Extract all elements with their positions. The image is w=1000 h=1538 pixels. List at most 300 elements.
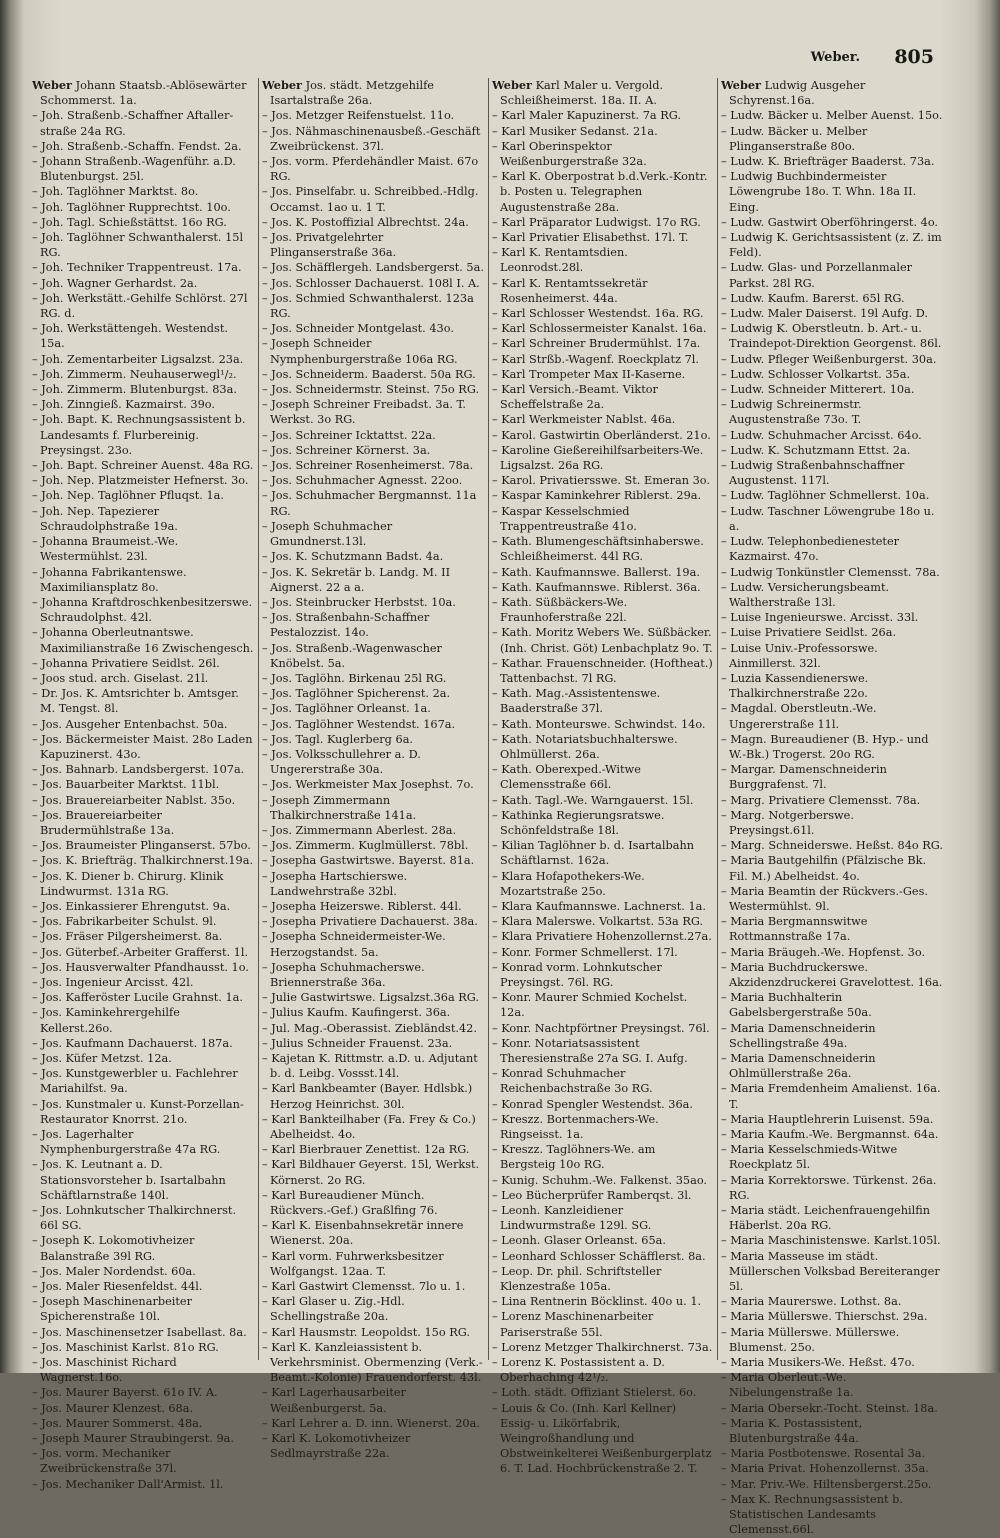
entry-text: – Konr. Maurer Schmied Kochelst. 12a. [492, 991, 688, 1020]
directory-entry [721, 701, 943, 731]
entry-text: – Jos. Maurer Klenzest. 68a. [32, 1401, 194, 1415]
entry-text: – Ludwig Buchbindermeister Löwengrube 18o. T. Whn. 18a II. Eing. [721, 170, 917, 214]
directory-entry [492, 717, 714, 732]
entry-text: – Luise Ingenieurswe. Arcisst. 33l. [721, 611, 919, 625]
entry-text: – Maria Bautgehilfin (Pfälzische Bk. Fil. M.) Abelheidst. 4o. [721, 854, 927, 883]
entry-text: – Karl K. Rentamtsdien. Leonrodst.28l. [492, 246, 628, 275]
entry-text: – Jos. Taglöhner Orleanst. 1a. [262, 702, 431, 716]
directory-entry [721, 534, 943, 564]
entry-text: – Jos. Lohnkutscher Thalkirchnerst. 66l SG. [32, 1204, 237, 1233]
entry-text: – Jos. Schneidermstr. Steinst. 75o RG. [262, 383, 480, 397]
directory-entry [32, 78, 254, 108]
entry-text: – Leonh. Kanzleidiener Lindwurmstraße 129l. SG. [492, 1204, 652, 1233]
surname-head: Weber [492, 78, 532, 92]
directory-entry [492, 914, 714, 929]
entry-column-4 [721, 78, 944, 1537]
entry-text: – Jos. Taglöhner Westendst. 167a. [262, 717, 456, 731]
entry-text: – Jos. Mechaniker Dall'Armist. 1l. [32, 1477, 224, 1491]
directory-entry [32, 1340, 254, 1355]
directory-entry [721, 990, 943, 1020]
entry-text: – Jos. Schreiner Icktattst. 22a. [262, 428, 436, 442]
directory-entry [32, 869, 254, 899]
entry-text: – Jos. Braumeister Plinganserst. 57bo. [32, 839, 251, 853]
directory-entry [721, 291, 943, 306]
directory-entry [32, 1157, 254, 1203]
directory-entry [492, 1355, 714, 1385]
entry-text: – Jos. Schmied Schwanthalerst. 123a RG. [262, 291, 474, 321]
directory-entry [492, 1173, 714, 1188]
entry-text: – Jos. Bäckermeister Maist. 28o Laden Kapuzinerst. 43o. [32, 732, 253, 761]
directory-entry [32, 1203, 254, 1233]
entry-text: – Jos. Steinbrucker Herbstst. 10a. [262, 595, 456, 609]
entry-column-1 [32, 78, 254, 1491]
directory-entry [721, 321, 943, 351]
entry-text: – Maria Oberleut.-We. Nibelungenstraße 1a. [721, 1371, 854, 1400]
directory-entry [721, 443, 943, 458]
directory-entry [721, 625, 943, 640]
entry-text: – Karl K. Rentamtssekretär Rosenheimerst. 44a. [492, 276, 648, 305]
entry-text: – Jos. Maschinist Karlst. 81o RG. [32, 1340, 219, 1354]
directory-entry [32, 625, 254, 655]
entry-text: – Karl Bankteilhaber (Fa. Frey & Co.) Abelheidst. 4o. [262, 1112, 476, 1142]
entry-text: – Josepha Hartschierswe. Landwehrstraße 32bl. [262, 869, 408, 898]
entry-text: – Karl Schlossermeister Kanalst. 16a. [492, 322, 707, 336]
directory-entry [492, 382, 714, 412]
directory-entry [32, 1233, 254, 1263]
entry-text: – Joseph Schreiner Freibadst. 3a. T. Werkst. 3o RG. [262, 398, 466, 427]
directory-entry [492, 1142, 714, 1172]
entry-text: – Jos. Maler Riesenfeldst. 44l. [32, 1280, 203, 1294]
entry-text: – Maria Beamtin der Rückvers.-Ges. Westermühlst. 9l. [721, 884, 928, 913]
entry-text: – Kaspar Kesselschmied Trappentreustraße 41o. [492, 504, 637, 533]
directory-entry [492, 1233, 714, 1248]
directory-entry [492, 580, 714, 595]
entry-text: – Joh. Zimmerm. Neuhauserwegl¹/₂. [32, 367, 237, 381]
directory-entry [262, 1218, 484, 1248]
entry-text: – Karl Gastwirt Clemensst. 7lo u. 1. [262, 1280, 466, 1294]
surname-head: Weber [262, 78, 302, 92]
entry-text: – Loth. städt. Offiziant Stielerst. 6o. [492, 1386, 697, 1400]
entry-text: – Jos. K. Leutnant a. D. Stationsvorsteher b. Isartalbahn Schäftlarnstraße 140l. [32, 1158, 226, 1202]
directory-entry [32, 291, 254, 321]
entry-text: – Magn. Bureaudiener (B. Hyp.- und W.-Bk.) Trogerst. 20o RG. [721, 732, 929, 761]
entry-text: – Lorenz Maschinenarbeiter Pariserstraße 55l. [492, 1310, 654, 1339]
directory-entry [32, 382, 254, 397]
directory-entry [492, 762, 714, 792]
directory-entry [262, 1416, 484, 1431]
directory-entry [721, 853, 943, 883]
entry-text: – Jos. Schreiner Rosenheimerst. 78a. [262, 459, 474, 473]
entry-text: – Jos. Volksschullehrer a. D. Ungererstraße 30a. [262, 747, 421, 777]
entry-text: – Jos. Taglöhner Spicherenst. 2a. [262, 687, 451, 701]
entry-text: – Jos. Ingenieur Arcisst. 42l. [32, 975, 194, 989]
directory-entry [492, 1066, 714, 1096]
entry-text: – Karl Präparator Ludwigst. 17o RG. [492, 215, 701, 229]
entry-text: – Karl Trompeter Max II-Kaserne. [492, 367, 686, 381]
directory-entry [721, 914, 943, 944]
directory-entry [262, 595, 484, 610]
entry-text: – Maria Damenschneiderin Schellingstraße 49a. [721, 1021, 876, 1050]
entry-text: – Luise Privatiere Seidlst. 26a. [721, 626, 897, 640]
directory-entry [492, 625, 714, 655]
entry-text: – Joh. Werkstättengeh. Westendst. 15a. [32, 322, 228, 351]
directory-entry [721, 367, 943, 382]
directory-entry [492, 1385, 714, 1400]
directory-entry [721, 215, 943, 230]
column-rule [717, 78, 718, 1360]
directory-entry [721, 306, 943, 321]
entry-text: – Maria Bergmannswitwe Rottmannstraße 17a. [721, 915, 868, 944]
entry-text: – Jos. K. Diener b. Chirurg. Klinik Lindwurmst. 131a RG. [32, 869, 224, 898]
entry-text: Ludwig Ausgeher Schyrenst.16a. [729, 79, 866, 108]
facing-page-bleed [2, 60, 26, 1160]
entry-text: – Jos. Hausverwalter Pfandhausst. 1o. [32, 960, 249, 974]
entry-text: – Jos. Bahnarb. Landsbergerst. 107a. [32, 763, 245, 777]
entry-text: – Julius Kaufm. Kaufingerst. 36a. [262, 1006, 451, 1020]
directory-entry [32, 671, 254, 686]
directory-entry [262, 1051, 484, 1081]
directory-entry [262, 777, 484, 792]
directory-entry [721, 808, 943, 838]
directory-entry [721, 1446, 943, 1461]
entry-text: – Julie Gastwirtswe. Ligsalzst.36a RG. [262, 991, 479, 1005]
directory-entry [262, 1188, 484, 1218]
entry-text: – Karl Strßb.-Wagenf. Roeckplatz 7l. [492, 352, 700, 366]
directory-entry [262, 382, 484, 397]
directory-entry [262, 1340, 484, 1386]
directory-entry [32, 367, 254, 382]
directory-entry [492, 565, 714, 580]
directory-entry [721, 1127, 943, 1142]
entry-text: – Maria Postbotenswe. Rosental 3a. [721, 1447, 926, 1461]
directory-entry [32, 1431, 254, 1446]
entry-text: – Leop. Dr. phil. Schriftsteller Klenzestraße 105a. [492, 1264, 662, 1294]
entry-text: – Jos. Schreiner Körnerst. 3a. [262, 443, 431, 457]
entry-text: – Joh. Bapt. K. Rechnungsassistent b. Landesamts f. Flurbereinig. Preysingst. 23o. [32, 413, 246, 457]
entry-text: – Jos. Güterbef.-Arbeiter Grafferst. 1l. [32, 945, 249, 959]
directory-entry [262, 124, 484, 154]
entry-text: – Jos. vorm. Pferdehändler Maist. 67o RG. [262, 155, 479, 184]
entry-text: – Joh. Techniker Trappentreust. 17a. [32, 261, 242, 275]
entry-text: – Leonhard Schlosser Schäfflerst. 8a. [492, 1249, 706, 1263]
entry-text: – Kajetan K. Rittmstr. a.D. u. Adjutant b. d. Leibg. Vossst.14l. [262, 1052, 478, 1081]
directory-entry [262, 565, 484, 595]
entry-text: – Joh. Wagner Gerhardst. 2a. [32, 276, 198, 290]
entry-text: – Joh. Straßenb.-Schaffner Aftaller-straße 24a RG. [32, 109, 234, 138]
entry-text: – Johanna Privatiere Seidlst. 26l. [32, 656, 220, 670]
entry-text: – Ludw. Bäcker u. Melber Auenst. 15o. [721, 109, 943, 123]
entry-text: – Maria Privat. Hohenzollernst. 35a. [721, 1462, 929, 1476]
entry-text: – Jos. Taglöhn. Birkenau 25l RG. [262, 671, 447, 685]
directory-entry [262, 458, 484, 473]
directory-entry [492, 1203, 714, 1233]
entry-text: – Kathar. Frauenschneider. (Hoftheat.) Tattenbachst. 7l RG. [492, 656, 713, 685]
page-header [0, 46, 970, 72]
entry-text: – Jos. Fabrikarbeiter Schulst. 9l. [32, 915, 217, 929]
entry-text: – Kath. Notariatsbuchhalterswe. Ohlmüllerst. 26a. [492, 732, 678, 761]
directory-entry [262, 1157, 484, 1187]
entry-text: – Jos. Maler Nordendst. 60a. [32, 1264, 196, 1278]
entry-text: – Ludw. Kaufm. Barerst. 65l RG. [721, 291, 905, 305]
directory-entry [721, 1416, 943, 1446]
directory-entry [262, 701, 484, 716]
entry-text: – Konr. Former Schmellerst. 17l. [492, 945, 678, 959]
directory-entry [492, 656, 714, 686]
directory-entry [262, 276, 484, 291]
entry-text: – Klara Hofapothekers-We. Mozartstraße 25o. [492, 869, 645, 898]
directory-entry [721, 1461, 943, 1476]
directory-entry [262, 1036, 484, 1051]
directory-entry [721, 1112, 943, 1127]
directory-entry [262, 154, 484, 184]
directory-entry [492, 473, 714, 488]
entry-text: – Kaspar Kaminkehrer Riblerst. 29a. [492, 489, 702, 503]
directory-entry [492, 686, 714, 716]
entry-text: – Karl Oberinspektor Weißenburgerstraße 32a. [492, 139, 647, 169]
directory-entry [721, 641, 943, 671]
directory-entry [492, 124, 714, 139]
directory-entry [32, 853, 254, 868]
entry-text: – Joh. Taglöhner Rupprechtst. 10o. [32, 200, 231, 214]
entry-text: – Ludw. Telephonbedienesteter Kazmairst. 47o. [721, 535, 900, 564]
entry-text: – Margar. Damenschneiderin Burggrafenst. 7l. [721, 763, 887, 792]
entry-text: – Karl Lehrer a. D. inn. Wienerst. 20a. [262, 1416, 480, 1430]
entry-text: – Jos. Schneider Montgelast. 43o. [262, 322, 454, 336]
directory-entry [32, 260, 254, 275]
directory-entry [492, 443, 714, 473]
entry-text: – Ludwig Tonkünstler Clemensst. 78a. [721, 565, 940, 579]
directory-entry [721, 108, 943, 123]
directory-entry [492, 230, 714, 245]
entry-text: – Jos. Schäfflergeh. Landsbergerst. 5a. [262, 261, 484, 275]
entry-text: Karl Maler u. Vergold. Schleißheimerst. 18a. II. A. [500, 79, 664, 108]
directory-entry [721, 838, 943, 853]
column-rule [488, 78, 489, 1360]
directory-entry [32, 504, 254, 534]
directory-entry [492, 1021, 714, 1036]
directory-entry [262, 397, 484, 427]
directory-entry [32, 397, 254, 412]
entry-text: – Ludw. Schlosser Volkartst. 35a. [721, 367, 911, 381]
entry-text: – Maria Musikers-We. Heßst. 47o. [721, 1356, 915, 1370]
directory-entry [262, 747, 484, 777]
entry-text: – Kath. Süßbäckers-We. Fraunhoferstraße 22l. [492, 595, 628, 625]
entry-text: – Jos. Bauarbeiter Marktst. 11bl. [32, 778, 220, 792]
directory-entry [262, 230, 484, 260]
entry-text: – Johanna Oberleutnantswe. Maximilianstraße 16 Zwischengesch. [32, 626, 254, 655]
directory-entry [492, 793, 714, 808]
directory-entry [32, 154, 254, 184]
directory-entry [262, 1005, 484, 1020]
entry-text: – Maria Obersekr.-Tocht. Steinst. 18a. [721, 1401, 938, 1415]
entry-text: – Karl Bildhauer Geyerst. 15l, Werkst. Körnerst. 2o RG. [262, 1158, 480, 1187]
entry-text: – Karl Lagerhausarbeiter Weißenburgerst. 5a. [262, 1386, 406, 1415]
directory-entry [32, 929, 254, 944]
directory-entry [262, 519, 484, 549]
entry-text: – Ludw. Taglöhner Schmellerst. 10a. [721, 489, 930, 503]
directory-entry [262, 1279, 484, 1294]
directory-entry [492, 108, 714, 123]
directory-entry [492, 367, 714, 382]
directory-entry [32, 1477, 254, 1492]
entry-text: – Joh. Nep. Platzmeister Hefnerst. 3o. [32, 474, 249, 488]
directory-entry [32, 914, 254, 929]
directory-entry [262, 838, 484, 853]
entry-text: – Julius Schneider Frauenst. 23a. [262, 1036, 453, 1050]
directory-entry [32, 762, 254, 777]
directory-entry [262, 1081, 484, 1111]
directory-entry [32, 1325, 254, 1340]
directory-entry [262, 1385, 484, 1415]
directory-entry [721, 1370, 943, 1400]
directory-entry [32, 1264, 254, 1279]
entry-text: – Leonh. Glaser Orleanst. 65a. [492, 1234, 666, 1248]
entry-text: Johann Staatsb.-Ablösewärter Schommerst. 1a. [40, 79, 247, 108]
directory-entry [262, 823, 484, 838]
directory-entry [32, 412, 254, 458]
entry-text: – Jos. Brauereiarbeiter Brudermühlstraße 13a. [32, 808, 175, 837]
entry-text: – Kath. Moritz Webers We. Süßbäcker. (Inh. Christ. Göt) Lenbachplatz 9o. T. [492, 626, 713, 655]
directory-entry [32, 990, 254, 1005]
directory-entry [492, 488, 714, 503]
directory-entry [721, 945, 943, 960]
directory-entry [262, 291, 484, 321]
directory-entry [32, 1294, 254, 1324]
entry-text: – Jos. Schneiderm. Baaderst. 50a RG. [262, 367, 476, 381]
directory-entry [721, 504, 943, 534]
directory-entry [32, 945, 254, 960]
directory-entry [492, 1294, 714, 1309]
directory-entry [492, 945, 714, 960]
directory-entry [32, 458, 254, 473]
directory-entry [721, 1309, 943, 1324]
entry-text: – Karl K. Oberpostrat b.d.Verk.-Kontr. b. Posten u. Telegraphen Augustenstraße 28a. [492, 170, 708, 214]
entry-text: – Karl Schlosser Westendst. 16a. RG. [492, 307, 704, 321]
entry-text: – Joseph Maurer Straubingerst. 9a. [32, 1432, 234, 1446]
directory-entry [262, 108, 484, 123]
directory-entry [492, 1188, 714, 1203]
directory-entry [32, 1385, 254, 1400]
entry-text: – Ludw. Schneider Mitterert. 10a. [721, 383, 915, 397]
entry-text: – Josepha Privatiere Dachauerst. 38a. [262, 915, 478, 929]
entry-text: – Maria Maurerswe. Lothst. 8a. [721, 1295, 902, 1309]
entry-text: – Jos. Zimmermann Aberlest. 28a. [262, 823, 457, 837]
entry-text: – Jos. Maschinensetzer Isabellast. 8a. [32, 1325, 247, 1339]
entry-text: – Ludw. Taschner Löwengrube 18o u. a. [721, 504, 935, 533]
directory-entry [492, 245, 714, 275]
entry-text: – Maria Müllerswe. Thierschst. 29a. [721, 1310, 928, 1324]
directory-entry [262, 215, 484, 230]
entry-text: – Jos. Kunstmaler u. Kunst-Porzellan-Restaurator Knorrst. 21o. [32, 1097, 244, 1126]
directory-entry [721, 762, 943, 792]
directory-entry [262, 929, 484, 959]
directory-entry [32, 1005, 254, 1035]
entry-text: – Kreszz. Bortenmachers-We. Ringseisst. 1a. [492, 1112, 659, 1142]
directory-entry [492, 428, 714, 443]
directory-entry [32, 717, 254, 732]
entry-text: – Jos. Werkmeister Max Josephst. 7o. [262, 778, 474, 792]
directory-entry [492, 1264, 714, 1294]
entry-text: – Jos. Fräser Pilgersheimerst. 8a. [32, 930, 223, 944]
directory-entry [721, 732, 943, 762]
entry-text: – Jos. Kunstgewerbler u. Fachlehrer Mariahilfst. 9a. [32, 1067, 238, 1096]
directory-entry [721, 793, 943, 808]
directory-entry [32, 960, 254, 975]
directory-entry [492, 899, 714, 914]
entry-text: – Jos. K. Schutzmann Badst. 4a. [262, 550, 444, 564]
directory-entry [262, 1021, 484, 1036]
entry-text: Jos. städt. Metzgehilfe Isartalstraße 26a. [270, 79, 434, 108]
directory-entry [492, 869, 714, 899]
directory-entry [262, 914, 484, 929]
directory-entry [492, 1309, 714, 1339]
entry-text: – Joseph Zimmermann Thalkirchnerstraße 141a. [262, 793, 417, 822]
entry-text: – Joseph Maschinenarbeiter Spicherenstraße 10l. [32, 1295, 192, 1324]
directory-entry [32, 321, 254, 351]
directory-entry [262, 1325, 484, 1340]
entry-text: – Johanna Fabrikantenswe. Maximiliansplatz 8o. [32, 565, 187, 594]
entry-text: – Louis & Co. (Inh. Karl Kellner) Essig- u. Likörfabrik, Weingroßhandlung und Obstweinkelterei Weißenburgerplatz 6. T. Lad. Hochbrückenstraße 2. T. [492, 1401, 712, 1476]
directory-entry [32, 352, 254, 367]
entry-text: – Karl Bureaudiener Münch. Rückvers.-Gef.) Graßlfing 76. [262, 1188, 438, 1218]
entry-text: – Jos. Kafferöster Lucile Grahnst. 1a. [32, 991, 244, 1005]
entry-text: – Jos. K. Briefträg. Thalkirchnerst.19a. [32, 854, 254, 868]
entry-text: – Maria Buchhalterin Gabelsbergerstraße 50a. [721, 991, 872, 1020]
entry-text: – Jos. Kaufmann Dachauerst. 187a. [32, 1036, 233, 1050]
entry-text: – Josepha Heizerswe. Riblerst. 44l. [262, 899, 462, 913]
entry-text: – Lina Rentnerin Böcklinst. 40o u. 1. [492, 1295, 702, 1309]
entry-text: – Jos. Metzger Reifenstuelst. 11o. [262, 109, 455, 123]
entry-text: – Joh. Nep. Taglöhner Pfluqst. 1a. [32, 489, 224, 503]
entry-text: – Joh. Werkstätt.-Gehilfe Schlörst. 27l RG. d. [32, 291, 248, 321]
directory-entry [262, 549, 484, 564]
entry-text: – Karol. Privatiersswe. St. Emeran 3o. [492, 474, 711, 488]
entry-text: – Marg. Notgerberswe. Preysingst.61l. [721, 808, 854, 837]
directory-entry [721, 884, 943, 914]
directory-entry [721, 1233, 943, 1248]
entry-text: – Leo Bücherprüfer Ramberqst. 3l. [492, 1188, 692, 1202]
entry-text: – Klara Malerswe. Volkartst. 53a RG. [492, 915, 704, 929]
entry-text: – Karl vorm. Fuhrwerksbesitzer Wolfgangst. 12aa. T. [262, 1249, 444, 1278]
directory-entry [262, 443, 484, 458]
entry-text: – Joh. Zinngieß. Kazmairst. 39o. [32, 398, 215, 412]
directory-entry [492, 215, 714, 230]
entry-text: – Johanna Braumeist.-We. Westermühlst. 23l. [32, 535, 179, 564]
directory-entry [262, 990, 484, 1005]
directory-entry [262, 732, 484, 747]
entry-text: – Ludw. Maler Daiserst. 19l Aufg. D. [721, 307, 929, 321]
entry-text: – Jul. Mag.-Oberassist. Ziebländst.42. [262, 1021, 477, 1035]
directory-entry [492, 595, 714, 625]
directory-entry [32, 732, 254, 762]
entry-text: – Ludw. Versicherungsbeamt. Waltherstraße 13l. [721, 580, 890, 609]
directory-entry [492, 960, 714, 990]
entry-text: – Jos. Privatgelehrter Plinganserstraße 36a. [262, 231, 397, 260]
entry-text: – Joh. Zimmerm. Blutenburgst. 83a. [32, 383, 237, 397]
directory-entry [492, 504, 714, 534]
directory-entry [492, 352, 714, 367]
directory-entry [721, 230, 943, 260]
entry-text: – Joseph K. Lokomotivheizer Balanstraße 39l RG. [32, 1234, 195, 1263]
entry-text: – Maria Korrektorswe. Türkenst. 26a. RG. [721, 1173, 937, 1202]
directory-entry [492, 276, 714, 306]
directory-entry [32, 1279, 254, 1294]
directory-entry [32, 215, 254, 230]
directory-entry [32, 777, 254, 792]
entry-text: – Ludw. Glas- und Porzellanmaler Parkst. 28l RG. [721, 261, 913, 290]
directory-entry [32, 473, 254, 488]
directory-entry [32, 1127, 254, 1157]
